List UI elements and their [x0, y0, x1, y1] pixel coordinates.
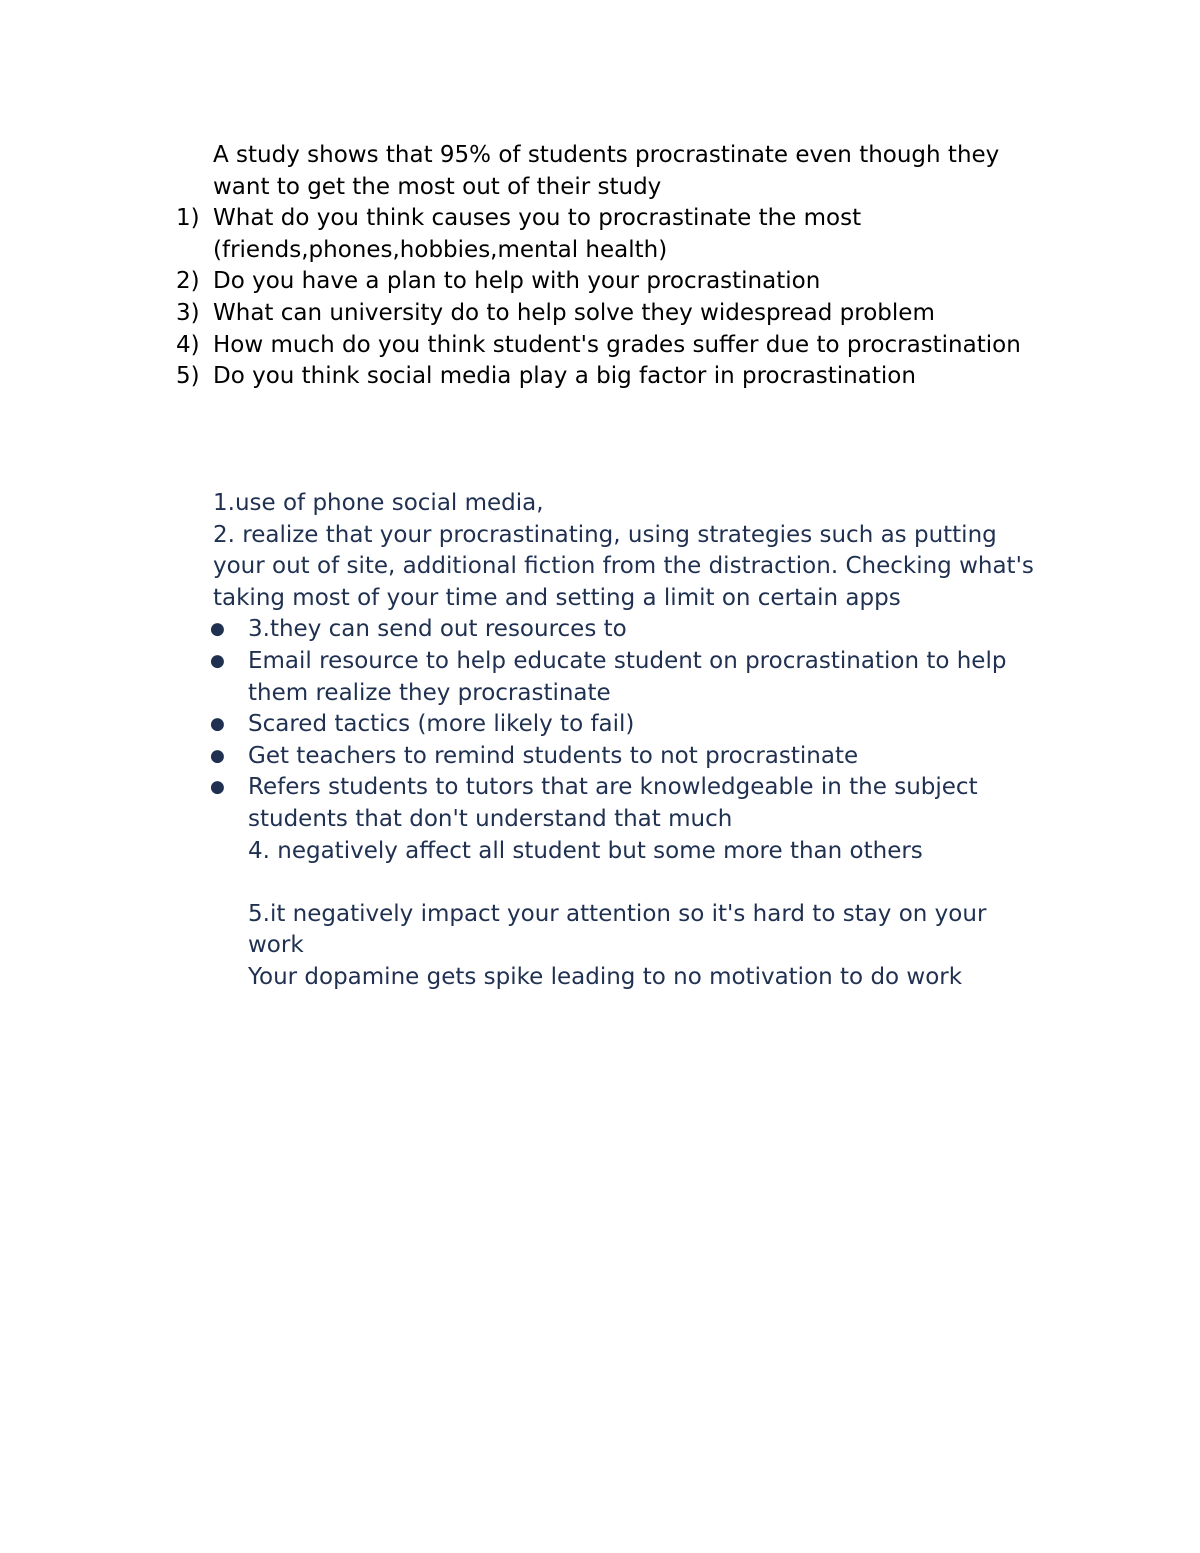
- answer-2-line: [0, 520, 1200, 552]
- bullet-text: students that don't understand that much: [248, 805, 733, 832]
- bullet-icon: ●: [210, 745, 225, 766]
- intro-text: A study shows that 95% of students procrastinate even though they: [213, 142, 1000, 168]
- questions-section: [0, 140, 1200, 393]
- blank-line: [0, 867, 1200, 899]
- bullet-text: Scared tactics (more likely to fail): [248, 711, 635, 738]
- bullet-item: [0, 646, 1200, 678]
- question-item-5: [0, 361, 1200, 393]
- bullet-icon: ●: [210, 650, 225, 671]
- question-text: (friends,phones,hobbies,mental health): [213, 236, 668, 263]
- answer-text: 4. negatively affect all student but some more than others: [248, 837, 923, 864]
- question-number: 4): [176, 331, 200, 358]
- answer-5-line: [0, 962, 1200, 994]
- question-item-1-continued: [0, 235, 1200, 267]
- question-text: What can university do to help solve they widespread problem: [213, 299, 935, 326]
- question-number: 2): [176, 268, 200, 295]
- answer-2-line: [0, 551, 1200, 583]
- answer-1-line: [0, 488, 1200, 520]
- question-item-2: [0, 266, 1200, 298]
- question-number: 5): [176, 363, 200, 390]
- question-text: Do you think social media play a big factor in procrastination: [213, 363, 916, 390]
- bullet-text: Refers students to tutors that are knowledgeable in the subject: [248, 774, 978, 801]
- bullet-icon: ●: [210, 714, 225, 735]
- answer-5-line: [0, 930, 1200, 962]
- bullet-item: [0, 709, 1200, 741]
- answer-2-line: [0, 583, 1200, 615]
- bullet-item-continued: [0, 678, 1200, 710]
- question-text: Do you have a plan to help with your procrastination: [213, 268, 821, 295]
- intro-line: [0, 140, 1200, 172]
- question-number: 3): [176, 299, 200, 326]
- bullet-icon: ●: [210, 777, 225, 798]
- answers-section: [0, 488, 1200, 994]
- answer-text: 5.it negatively impact your attention so it's hard to stay on your: [248, 900, 987, 927]
- bullet-item: [0, 772, 1200, 804]
- question-text: How much do you think student's grades suffer due to procrastination: [213, 331, 1021, 358]
- answer-text: 1.use of phone social media,: [213, 490, 544, 516]
- bullet-text: 3.they can send out resources to: [248, 616, 627, 643]
- answer-text: taking most of your time and setting a limit on certain apps: [213, 584, 901, 611]
- answer-text: work: [248, 932, 304, 959]
- answer-text: Your dopamine gets spike leading to no motivation to do work: [248, 963, 963, 990]
- intro-text: want to get the most out of their study: [213, 173, 662, 200]
- question-number: 1): [176, 205, 200, 232]
- answer-text: your out of site, additional fiction from the distraction. Checking what's: [213, 553, 1034, 580]
- bullet-text: Get teachers to remind students to not procrastinate: [248, 742, 859, 769]
- answer-text: 2. realize that your procrastinating, using strategies such as putting: [213, 521, 997, 548]
- bullet-item: [0, 614, 1200, 646]
- question-text: What do you think causes you to procrastinate the most: [213, 205, 862, 232]
- answer-4-line: [0, 836, 1200, 868]
- bullet-text: Email resource to help educate student on procrastination to help: [248, 647, 1007, 674]
- bullet-item: [0, 741, 1200, 773]
- bullet-item-continued: [0, 804, 1200, 836]
- question-item-4: [0, 330, 1200, 362]
- bullet-text: them realize they procrastinate: [248, 679, 611, 706]
- answer-5-line: [0, 899, 1200, 931]
- question-item-1: [0, 203, 1200, 235]
- question-item-3: [0, 298, 1200, 330]
- intro-line: [0, 172, 1200, 204]
- bullet-icon: ●: [210, 619, 225, 640]
